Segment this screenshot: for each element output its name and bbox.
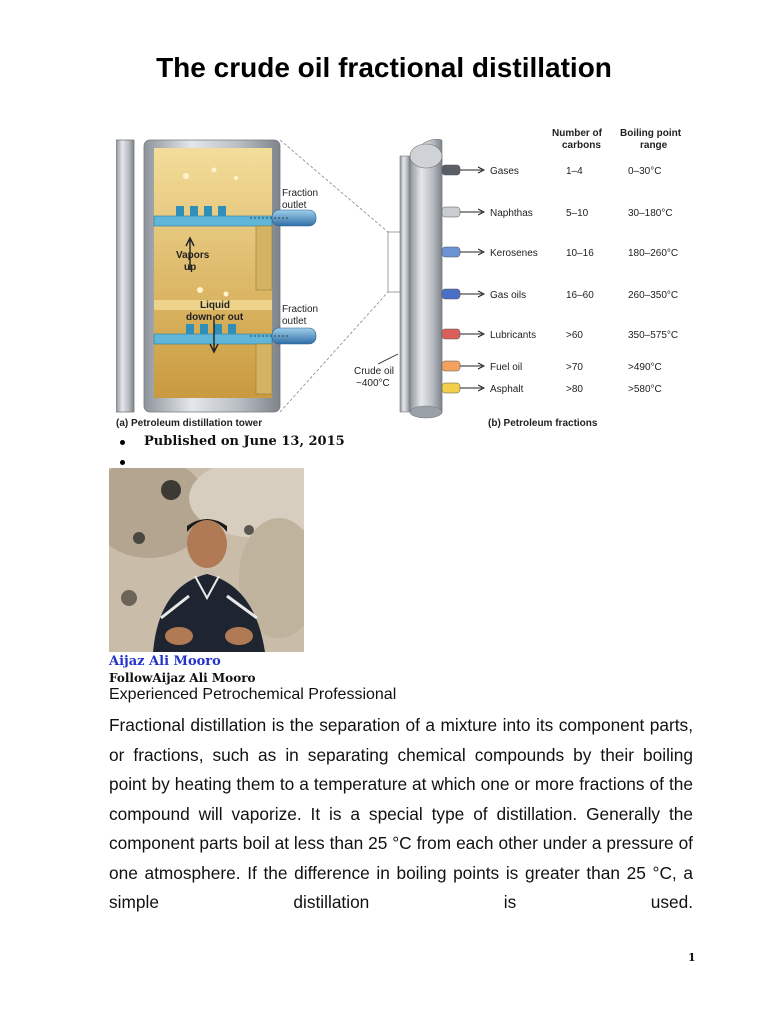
fraction-arrow (460, 363, 484, 369)
fraction-range: 180–260°C (628, 248, 679, 259)
fraction-outlet-pipe (442, 247, 460, 257)
fraction-carbons: >70 (566, 362, 583, 373)
fraction-outlet-pipe (442, 361, 460, 371)
distillation-diagram (116, 120, 712, 432)
published-date-text: Published on June 13, 2015 (144, 434, 345, 449)
document-title: The crude oil fractional distillation (156, 52, 612, 83)
fraction-arrow (460, 167, 484, 173)
caption-a: (a) Petroleum distillation tower (116, 418, 263, 429)
vapors-up-label-1: Vapors (176, 250, 210, 261)
fraction-outlet-pipe (442, 165, 460, 175)
fraction-outlet-bottom-label-2: outlet (282, 316, 307, 327)
tower-cutaway (144, 140, 319, 412)
fraction-outlet-pipe (442, 329, 460, 339)
fraction-arrow (460, 209, 484, 215)
fraction-range: 0–30°C (628, 166, 662, 177)
author-name-link[interactable]: Aijaz Ali Mooro (109, 654, 221, 669)
crude-oil-temp-label: ~400°C (356, 378, 390, 389)
author-photo-image (109, 468, 304, 652)
fraction-name: Gas oils (490, 290, 527, 301)
fraction-name: Fuel oil (490, 362, 523, 373)
author-photo (109, 468, 304, 652)
fraction-carbons: >80 (566, 384, 583, 395)
fraction-range: 30–180°C (628, 208, 673, 219)
fraction-name: Naphthas (490, 208, 533, 219)
fraction-carbons: 5–10 (566, 208, 589, 219)
distillation-figure (116, 120, 712, 432)
fraction-name: Asphalt (490, 384, 524, 395)
header-carbons-2: carbons (562, 140, 601, 151)
header-boiling-2: range (640, 140, 668, 151)
fraction-outlet-pipe (442, 207, 460, 217)
fraction-outlet-pipe (442, 289, 460, 299)
fraction-arrow (460, 385, 484, 391)
page-number: 1 (688, 951, 696, 964)
published-date (118, 432, 345, 452)
article-meta-list (118, 432, 345, 472)
liquid-down-label-1: Liquid (200, 300, 230, 311)
fractionating-column (400, 139, 442, 418)
fraction-stubs (442, 165, 460, 393)
fraction-carbons: 1–4 (566, 166, 583, 177)
author-role: Experienced Petrochemical Professional (109, 686, 397, 703)
fraction-carbons: 10–16 (566, 248, 594, 259)
fraction-carbons: >60 (566, 330, 583, 341)
crude-oil-label: Crude oil (354, 366, 395, 377)
fraction-outlet-pipe (442, 383, 460, 393)
fraction-outlet-top-label-2: outlet (282, 200, 307, 211)
side-pipe (116, 140, 134, 412)
fraction-range: >490°C (628, 362, 662, 373)
fraction-carbons: 16–60 (566, 290, 594, 301)
fraction-outlet-bottom-label-1: Fraction (282, 304, 319, 315)
follow-author-link[interactable]: FollowAijaz Ali Mooro (109, 671, 256, 685)
fraction-name: Lubricants (490, 330, 537, 341)
vapors-up-label-2: up (184, 262, 197, 273)
fraction-range: 350–575°C (628, 330, 679, 341)
header-boiling-1: Boiling point (620, 128, 682, 139)
fraction-name: Kerosenes (490, 248, 538, 259)
header-carbons-1: Number of (552, 128, 602, 139)
article-body: Fractional distillation is the separation of a mixture into its component parts, or fractions, such as in separating chemical compounds by their boiling point by heating them to a temperature at which one or more fractions of the compound will vaporize. It is a special type of distillation. Generally the component parts boil at less than 25 °C from each other under a pressure of one atmosphere. If the difference in boiling points is greater than 25 °C, a simple distillation is used. (109, 715, 693, 912)
fraction-rows (460, 166, 678, 395)
bullet-icon (120, 440, 125, 445)
fraction-range: 260–350°C (628, 290, 679, 301)
fraction-range: >580°C (628, 384, 662, 395)
fraction-name: Gases (490, 166, 519, 177)
bullet-icon (120, 460, 125, 465)
caption-b: (b) Petroleum fractions (488, 418, 598, 429)
fraction-arrow (460, 291, 484, 297)
fraction-arrow (460, 249, 484, 255)
fraction-outlet-top-label-1: Fraction (282, 188, 319, 199)
liquid-down-label-2: down or out (186, 312, 244, 323)
fraction-arrow (460, 331, 484, 337)
